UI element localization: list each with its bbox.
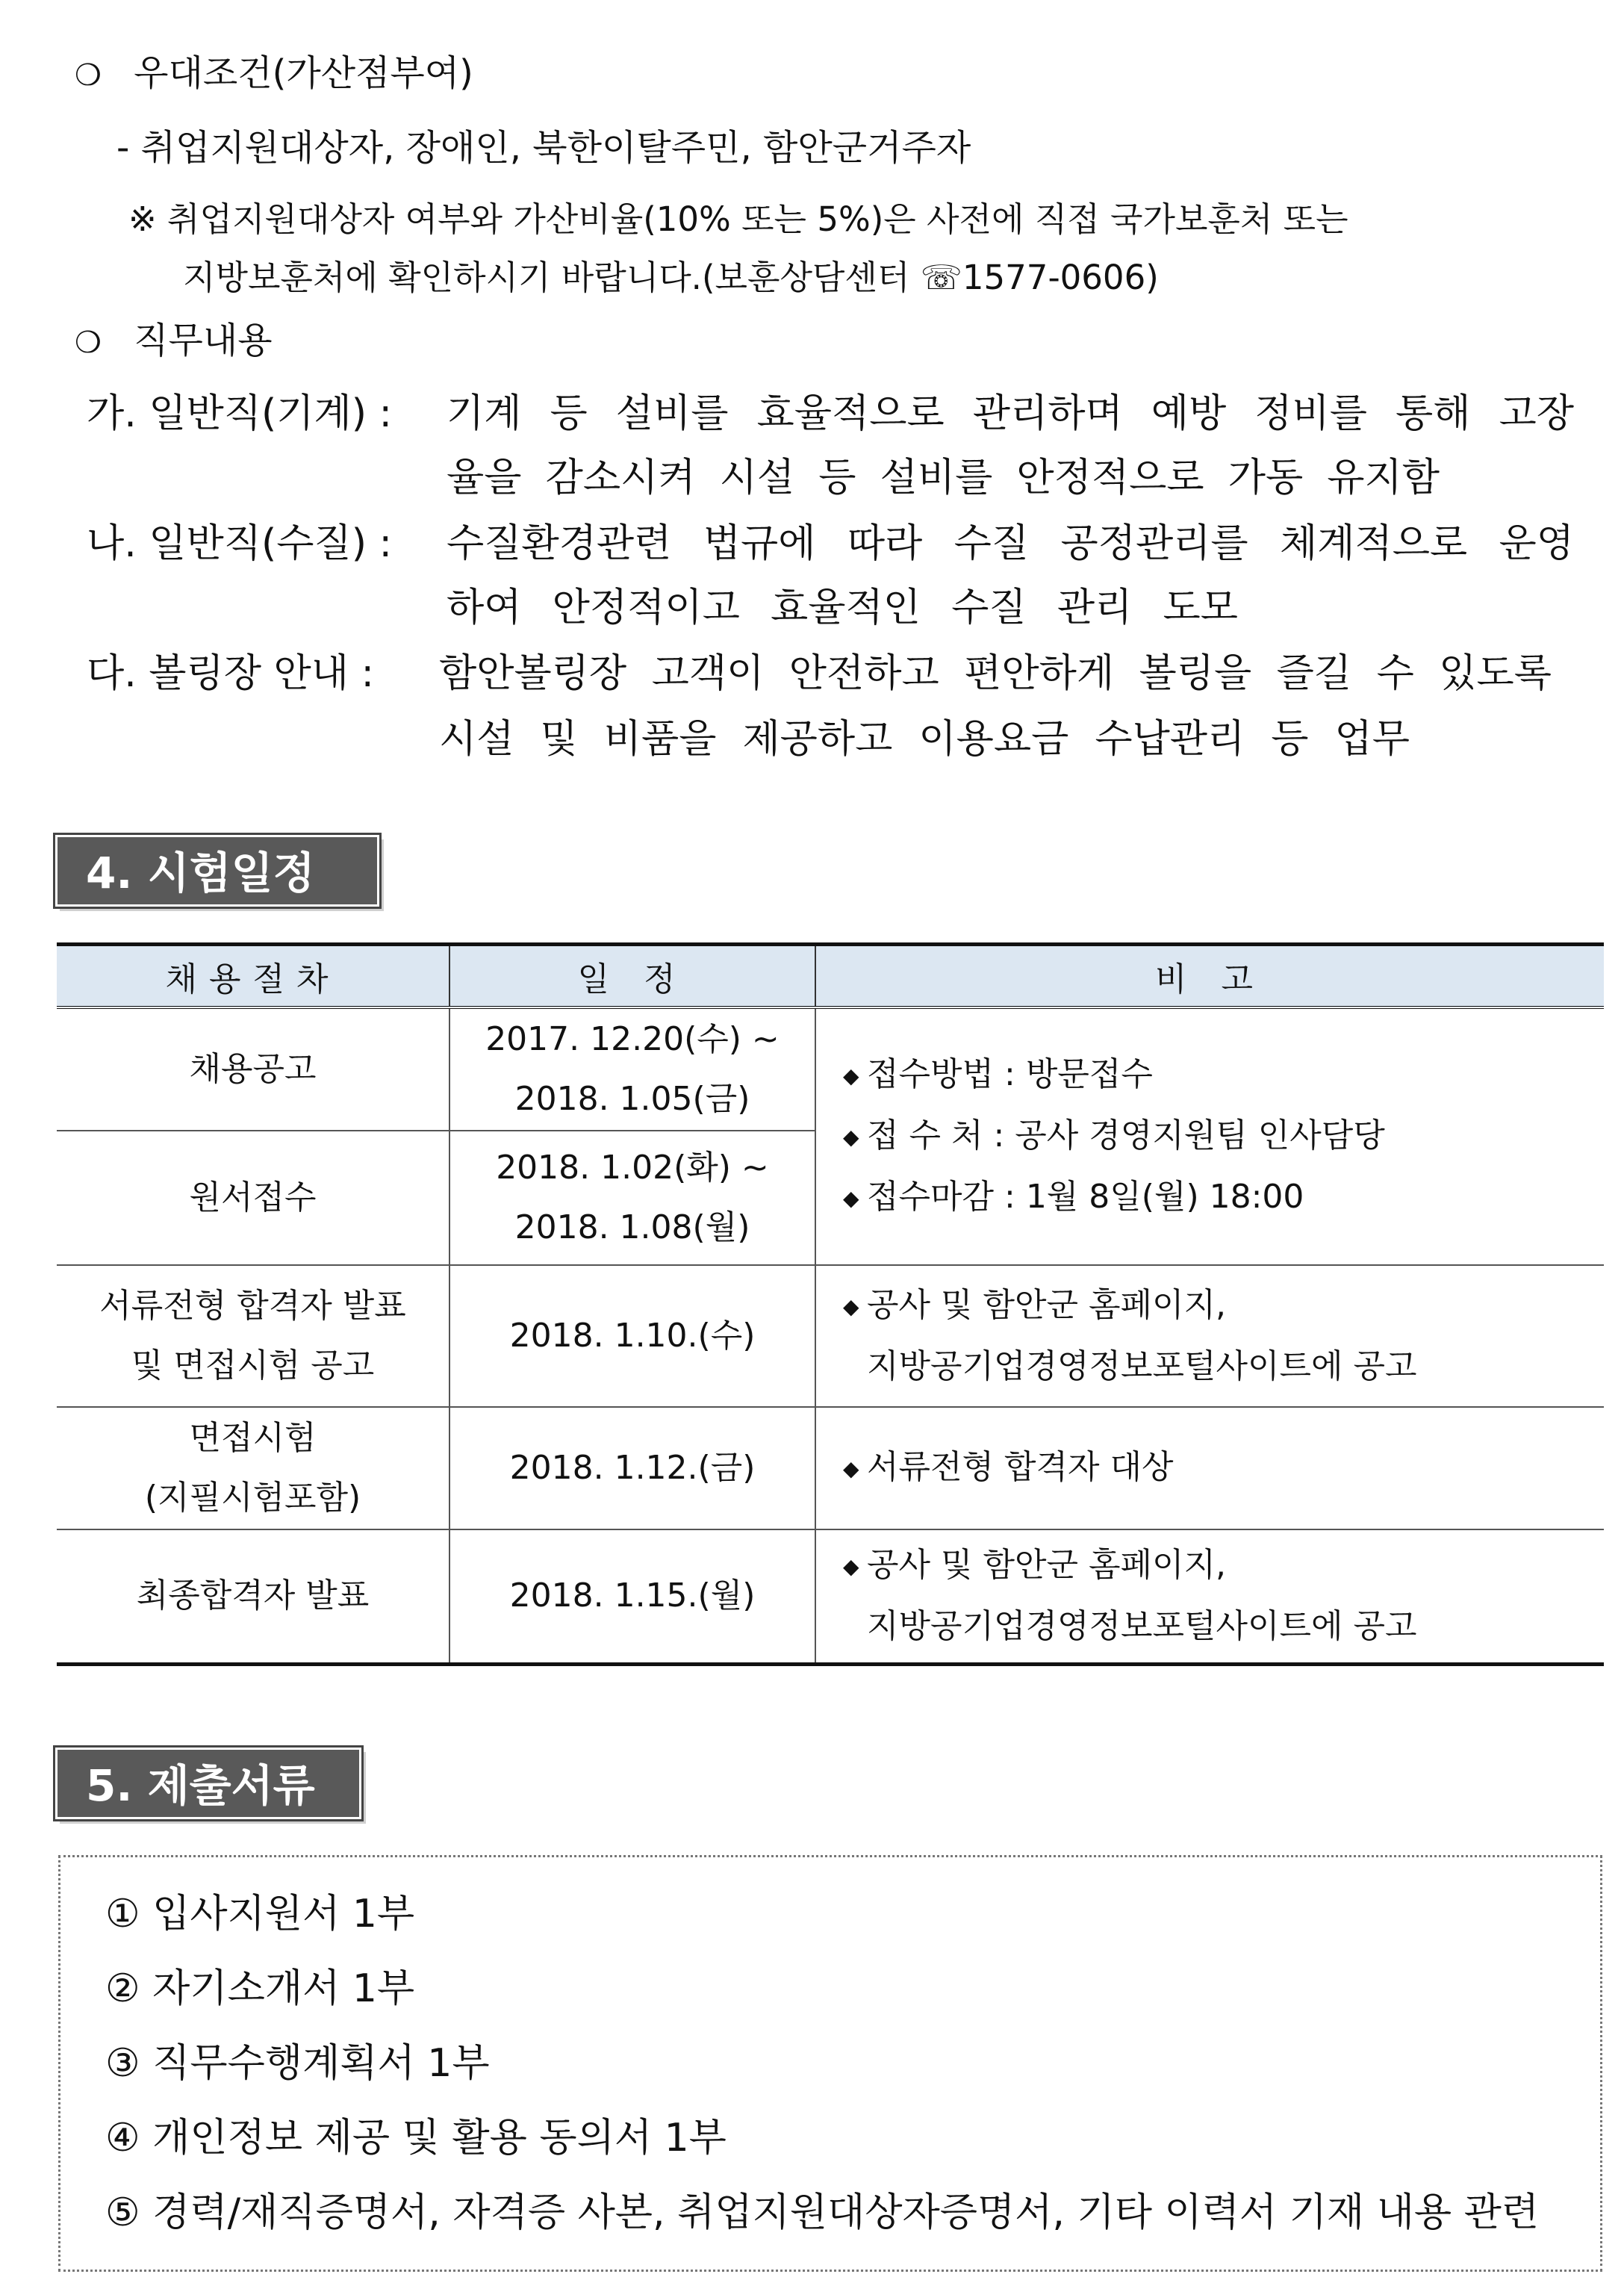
duties-title: 직무내용 (134, 320, 273, 361)
duty-line: 시설 및 비품을 제공하고 이용요금 수납관리 등 업무 (439, 717, 1410, 762)
table-row (57, 1007, 1604, 1131)
circle-bullet-icon: ❍ (75, 326, 102, 360)
table-header-row (57, 945, 1604, 1008)
schedule-table (57, 942, 1604, 1666)
diamond-bullet-icon: ◆ (843, 1125, 859, 1149)
document-item: ① 입사지원서 1부 (105, 1892, 415, 1936)
step-cell: 서류전형 합격자 발표 및 면접시험 공고 (57, 1265, 449, 1407)
step-cell: 면접시험 (지필시험포함) (57, 1407, 449, 1529)
duty-line: 함안볼링장 고객이 안전하고 편안하게 볼링을 즐길 수 있도록 (439, 651, 1552, 696)
diamond-bullet-icon: ◆ (843, 1456, 859, 1481)
date-cell: 2018. 1.15.(월) (449, 1529, 815, 1664)
preference-title: 우대조건(가산점부여) (134, 52, 473, 94)
diamond-bullet-icon: ◆ (843, 1554, 859, 1579)
preference-note-line1: ※ 취업지원대상자 여부와 가산비율(10% 또는 5%)은 사전에 직접 국가보훈처 또는 (128, 199, 1348, 239)
section4-title: 4. 시험일정 (55, 835, 379, 907)
section5-title: 5. 제출서류 (55, 1748, 361, 1819)
table-row (57, 1265, 1604, 1407)
diamond-bullet-icon: ◆ (843, 1294, 859, 1319)
document-item: ③ 직무수행계획서 1부 (105, 2041, 490, 2086)
table-header: 채용절차 (57, 945, 449, 1008)
note-cell: ◆ 공사 및 함안군 홈페이지, 지방공기업경영정보포털사이트에 공고 (815, 1265, 1604, 1407)
table-row (57, 1407, 1604, 1529)
date-cell: 2018. 1.12.(금) (449, 1407, 815, 1529)
duty-label-mechanical: 가. 일반직(기계) : (87, 391, 393, 436)
step-cell: 원서접수 (57, 1131, 449, 1265)
table-row (57, 1529, 1604, 1664)
receipt-notes-cell: ◆ 접수방법 : 방문접수 ◆ 접 수 처 : 공사 경영지원팀 인사담당 ◆ 접수마감 : 1월 8일(월) 18:00 (815, 1007, 1604, 1265)
note-cell: ◆ 서류전형 합격자 대상 (815, 1407, 1604, 1529)
date-cell: 2017. 12.20(수) ~ 2018. 1.05(금) (449, 1007, 815, 1131)
duties-heading (75, 318, 273, 365)
document-item: ⑤ 경력/재직증명서, 자격증 사본, 취업지원대상자증명서, 기타 이력서 기재 내용 관련 (105, 2190, 1540, 2235)
circle-bullet-icon: ❍ (75, 58, 102, 93)
documents-box (58, 1855, 1602, 2272)
document-item: ④ 개인정보 제공 및 활용 동의서 1부 (105, 2116, 727, 2160)
note-cell: ◆ 공사 및 함안군 홈페이지, 지방공기업경영정보포털사이트에 공고 (815, 1529, 1604, 1664)
step-cell: 채용공고 (57, 1007, 449, 1131)
duty-label-bowling: 다. 볼링장 안내 : (87, 651, 375, 696)
duty-line: 기계 등 설비를 효율적으로 관리하며 예방 정비를 통해 고장 (447, 391, 1574, 436)
duty-line: 하여 안정적이고 효율적인 수질 관리 도모 (447, 585, 1238, 630)
duty-line: 율을 감소시켜 시설 등 설비를 안정적으로 가동 유지함 (447, 456, 1440, 500)
table-header: 비 고 (815, 945, 1604, 1008)
step-cell: 최종합격자 발표 (57, 1529, 449, 1664)
duty-line: 수질환경관련 법규에 따라 수질 공정관리를 체계적으로 운영 (447, 521, 1574, 566)
table-header: 일 정 (449, 945, 815, 1008)
preference-heading (75, 51, 473, 98)
preference-item: - 취업지원대상자, 장애인, 북한이탈주민, 함안군거주자 (116, 127, 971, 169)
diamond-bullet-icon: ◆ (843, 1186, 859, 1211)
document-item: ② 자기소개서 1부 (105, 1966, 415, 2011)
date-cell: 2018. 1.02(화) ~ 2018. 1.08(월) (449, 1131, 815, 1265)
duty-label-water: 나. 일반직(수질) : (87, 521, 393, 566)
diamond-bullet-icon: ◆ (843, 1063, 859, 1088)
date-cell: 2018. 1.10.(수) (449, 1265, 815, 1407)
preference-note-line2: 지방보훈처에 확인하시기 바랍니다.(보훈상담센터 ☏1577-0606) (183, 258, 1159, 297)
